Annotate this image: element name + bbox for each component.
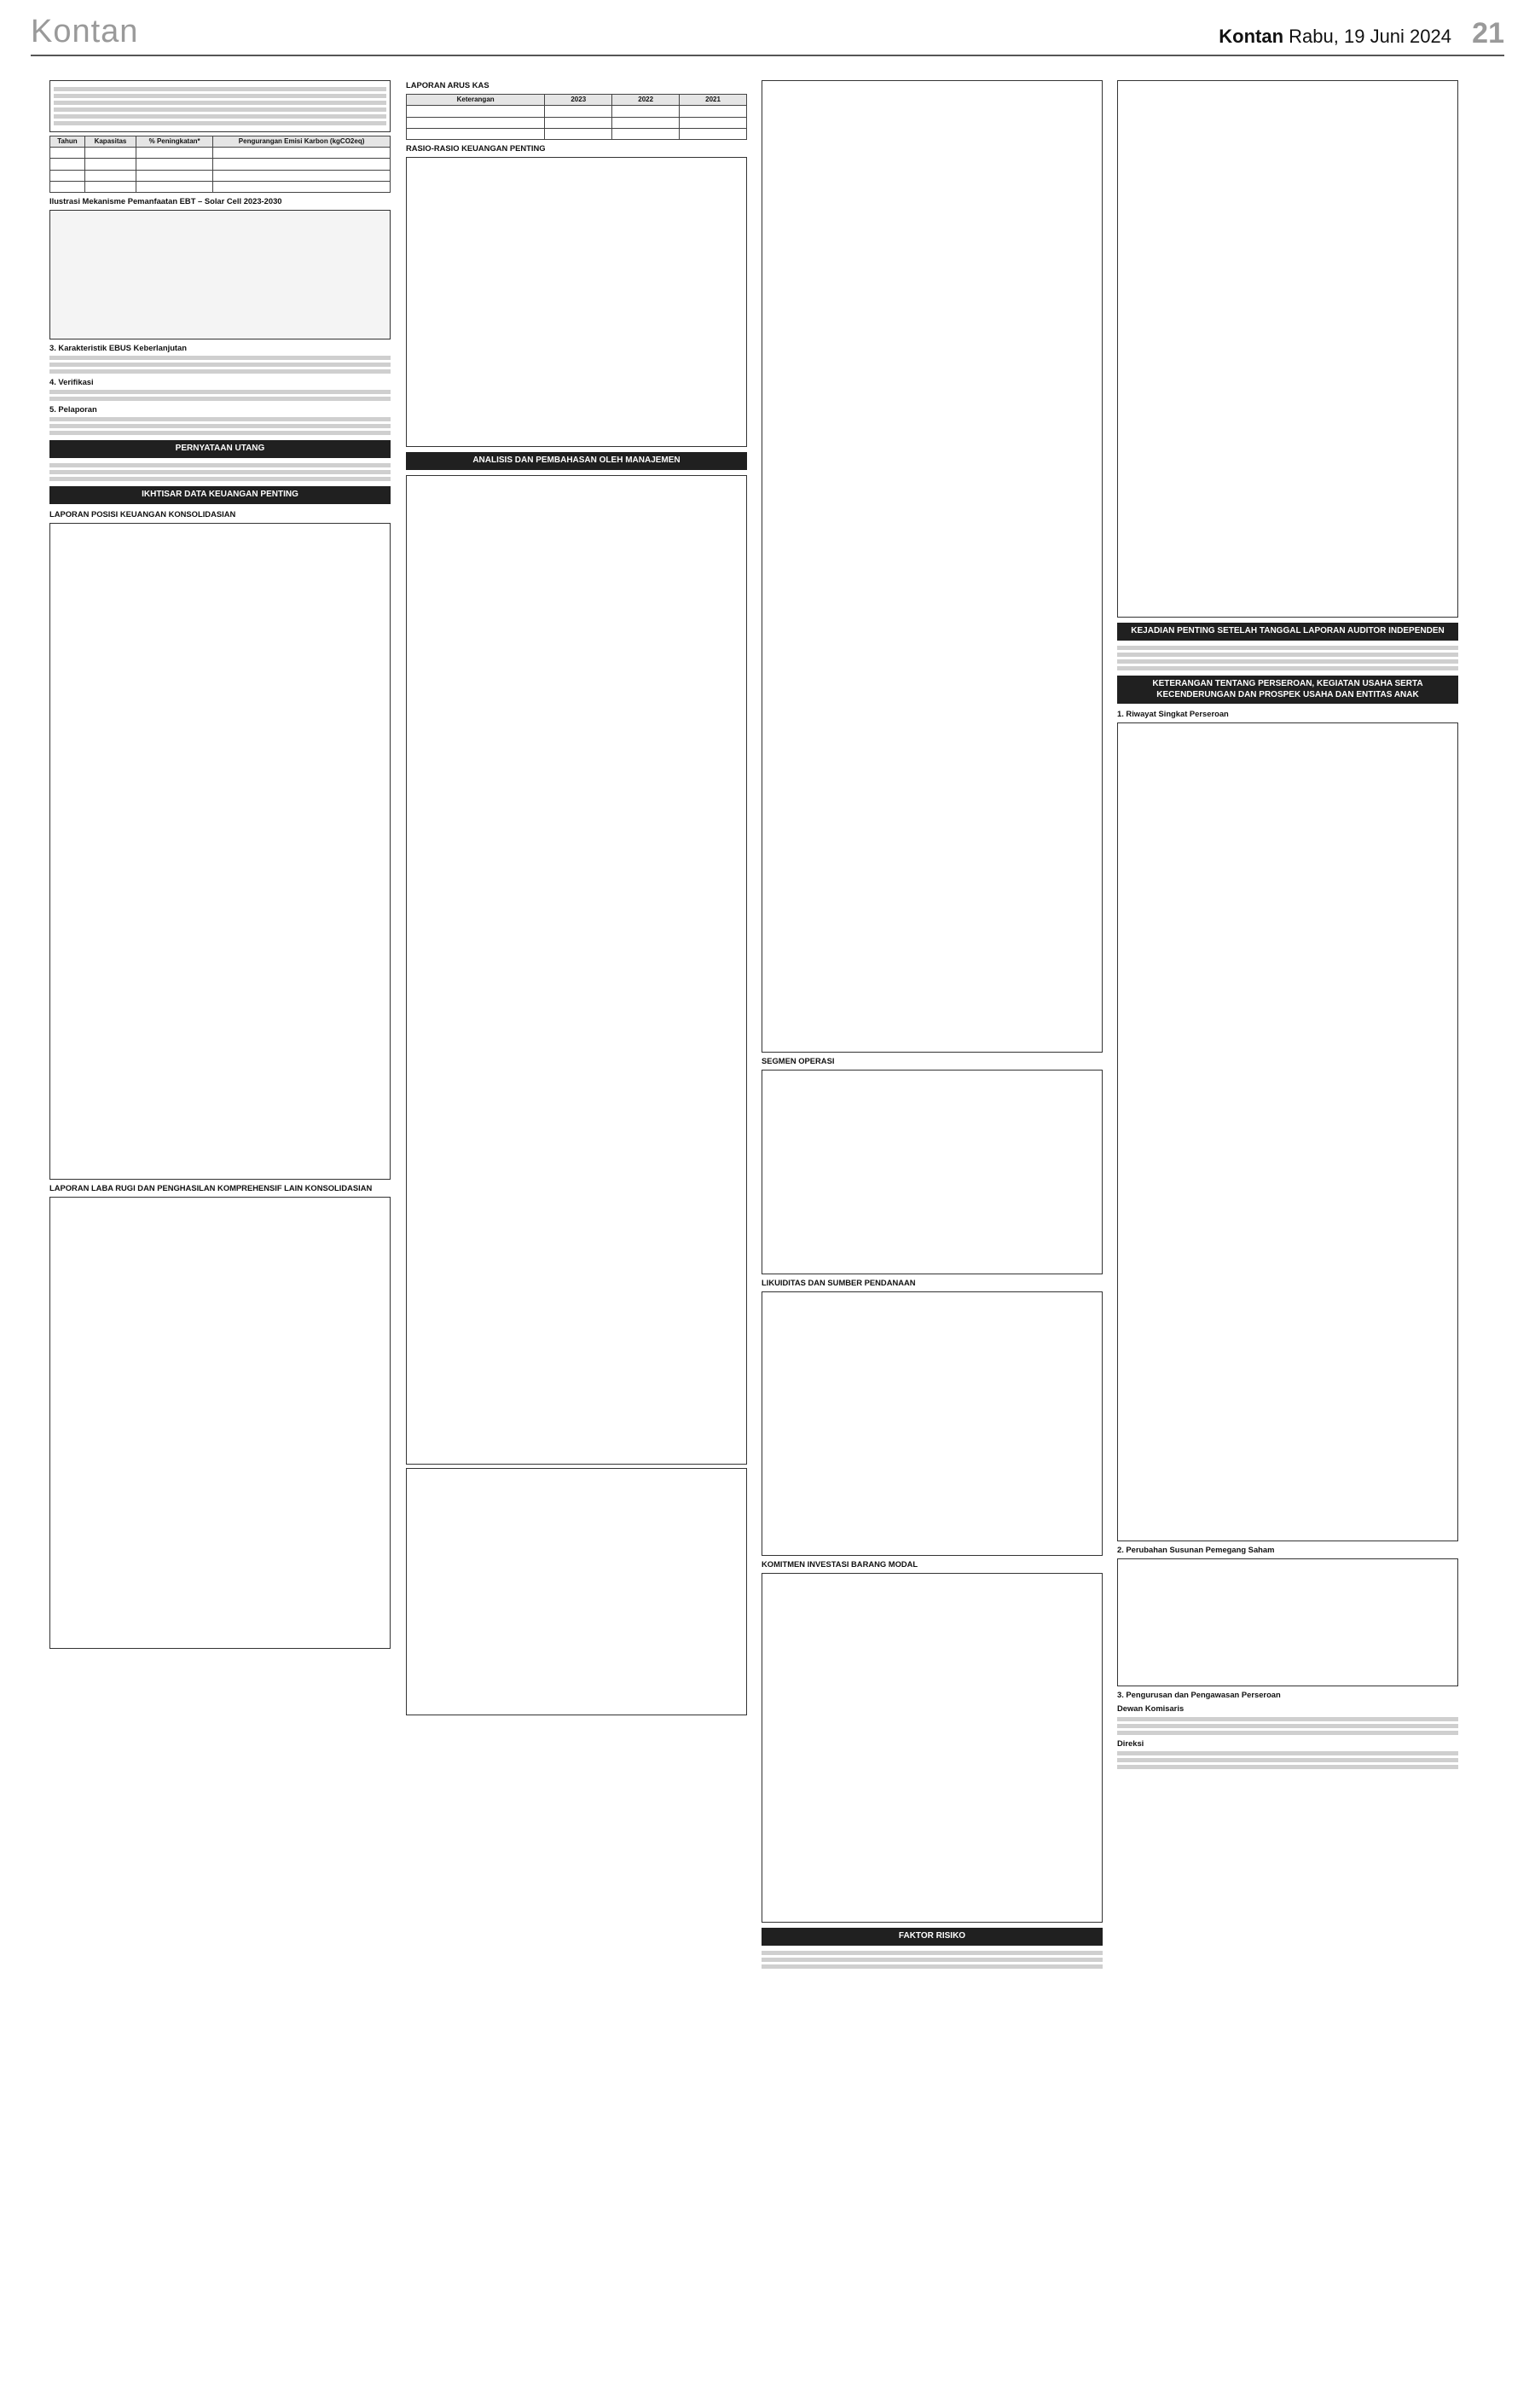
th-year: Tahun [50, 136, 85, 148]
capacity-table [49, 136, 391, 193]
history-box [1117, 722, 1458, 1541]
cashflow-table [406, 94, 747, 140]
band-risk-factors: FAKTOR RISIKO [762, 1928, 1103, 1946]
income-box [49, 1197, 391, 1649]
liquidity-box [762, 1291, 1103, 1556]
th-capacity: Kapasitas [84, 136, 136, 148]
publication-date [1219, 26, 1451, 48]
th-2022: 2022 [612, 95, 680, 106]
capex-box [762, 1573, 1103, 1923]
band-financial-highlights: IKHTISAR DATA KEUANGAN PENTING [49, 486, 391, 504]
section-5-heading: 5. Pelaporan [49, 404, 97, 415]
shareholders-box [1117, 1558, 1458, 1686]
band-company-info: KETERANGAN TENTANG PERSEROAN, KEGIATAN USAHA SERTA KECENDERUNGAN DAN PROSPEK USAHA DAN ENTITAS ANAK [1117, 676, 1458, 705]
date-text: Rabu, 19 Juni 2024 [1289, 26, 1451, 47]
brand-logo: Kontan [31, 14, 139, 49]
th-increase: % Peningkatan* [136, 136, 213, 148]
band-subsequent-events: KEJADIAN PENTING SETELAH TANGGAL LAPORAN AUDITOR INDEPENDEN [1117, 623, 1458, 641]
capex-heading: KOMITMEN INVESTASI BARANG MODAL [762, 1559, 918, 1570]
segment-heading: SEGMEN OPERASI [762, 1056, 835, 1065]
ratio-heading: RASIO-RASIO KEUANGAN PENTING [406, 142, 546, 153]
balance-sheet-box [49, 523, 391, 1180]
publication-name: Kontan [1219, 26, 1284, 47]
section-3-heading: 3. Karakteristik EBUS Keberlanjutan [49, 343, 187, 353]
chart-caption: Ilustrasi Mekanisme Pemanfaatan EBT – Solar Cell 2023-2030 [49, 196, 282, 206]
cashflow-heading: LAPORAN ARUS KAS [406, 80, 489, 90]
page-number: 21 [1472, 17, 1504, 49]
shareholders-heading: 2. Perubahan Susunan Pemegang Saham [1117, 1545, 1275, 1555]
liquidity-heading: LIKUIDITAS DAN SUMBER PENDANAAN [762, 1278, 916, 1288]
ratio-box [406, 157, 747, 447]
column-1 [49, 77, 391, 2380]
column-4 [1117, 77, 1458, 2380]
section-4-heading: 4. Verifikasi [49, 377, 94, 387]
revenue-table-box [406, 1468, 747, 1715]
board-directors: Direksi [1117, 1738, 1144, 1748]
th-emission: Pengurangan Emisi Karbon (kgCO2eq) [213, 136, 391, 148]
band-debt-statement: PERNYATAAN UTANG [49, 440, 391, 458]
history-heading: 1. Riwayat Singkat Perseroan [1117, 709, 1229, 719]
column-3-text-box [762, 80, 1103, 1053]
management-heading: 3. Pengurusan dan Pengawasan Perseroan [1117, 1690, 1281, 1700]
column-2 [406, 77, 747, 2380]
band-mdna: ANALISIS DAN PEMBAHASAN OLEH MANAJEMEN [406, 452, 747, 470]
board-commissioners: Dewan Komisaris [1117, 1703, 1185, 1714]
masthead-rule [31, 55, 1504, 56]
mdna-text-box [406, 475, 747, 1465]
income-heading: LAPORAN LABA RUGI DAN PENGHASILAN KOMPREHENSIF LAIN KONSOLIDASIAN [49, 1182, 373, 1192]
balance-sheet-heading: LAPORAN POSISI KEUANGAN KONSOLIDASIAN [49, 508, 236, 519]
masthead [31, 10, 1504, 53]
column-3 [762, 77, 1103, 2380]
th-2023: 2023 [545, 95, 612, 106]
illustration-figure [49, 210, 391, 339]
segment-box [762, 1070, 1103, 1274]
intro-table-box [49, 80, 391, 132]
th-item: Keterangan [407, 95, 545, 106]
th-2021: 2021 [680, 95, 747, 106]
risk-list-box [1117, 80, 1458, 618]
